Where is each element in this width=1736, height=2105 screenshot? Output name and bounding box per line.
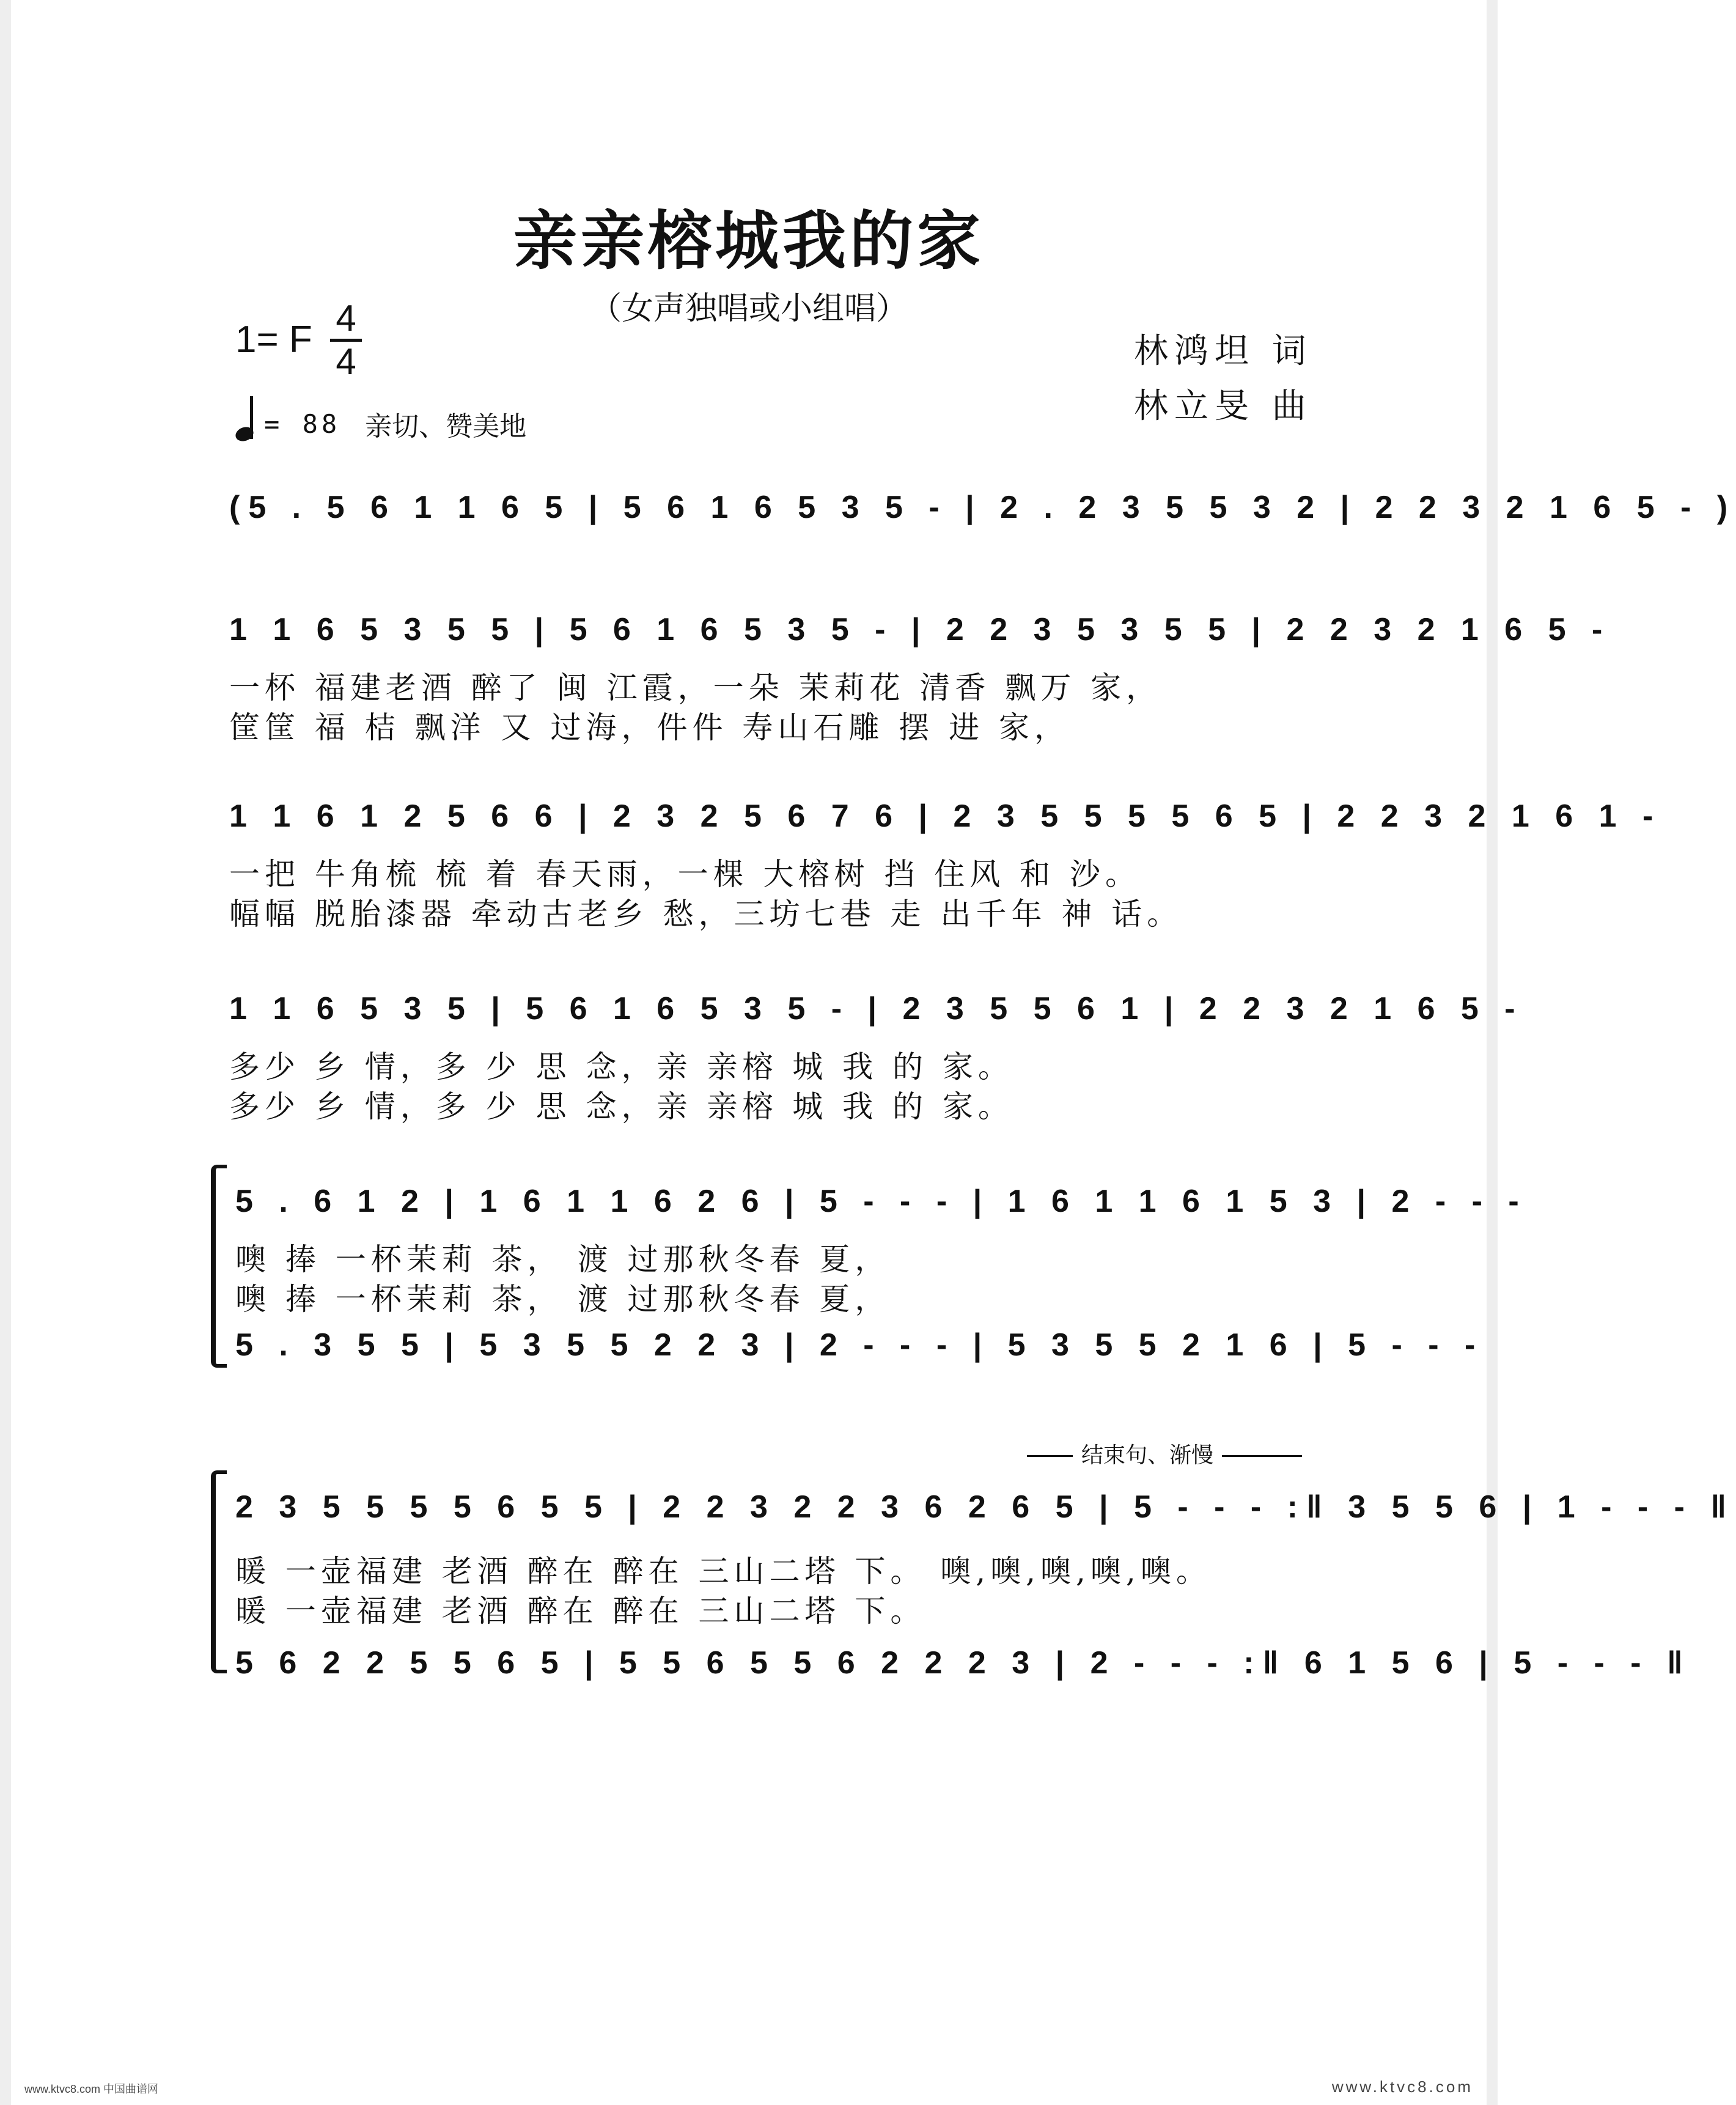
intro-notes: (5 . 5 6 1 1 6 5 | 5 6 1 6 5 3 5 - | 2 . 2 3 5 5 3 2 | 2 2 3 2 1 6 5 - ) [229,490,1736,525]
part-bracket [211,1165,227,1368]
tempo-value: = 88 [264,408,341,439]
tempo-marking [235,396,526,451]
chorus-lyric-2: 噢 捧 一杯茉莉 茶， 渡 过那秋冬春 夏， [235,1281,891,1317]
time-signature-bottom: 4 [336,341,356,382]
verse-line-2-lyric-2: 幅幅 脱胎漆器 牵动古老乡 愁，三坊七巷 走 出千年 神 话。 [229,896,1183,932]
composer-credit: 林立旻 曲 [1134,386,1312,426]
verse-line-2-notes: 1 1 6 1 2 5 6 6 | 2 3 2 5 6 7 6 | 2 3 5 5 5 5 6 5 | 2 2 3 2 1 6 1 - [229,798,1662,834]
coda-lyric-2: 暖 一壶福建 老酒 醉在 醉在 三山二塔 下。 [235,1593,926,1629]
coda-upper-notes: 2 3 5 5 5 5 6 5 5 | 2 2 3 2 2 3 6 2 6 5 | 5 - - - :‖ 3 5 5 6 | 1 - - - ‖ [235,1489,1735,1525]
key-signature: 1= F [235,319,312,361]
time-signature-top: 4 [336,298,356,339]
footer-watermark: www.ktvc8.com [1331,2077,1473,2096]
verse-line-3-notes: 1 1 6 5 3 5 | 5 6 1 6 5 3 5 - | 2 3 5 5 6 1 | 2 2 3 2 1 6 5 - [229,991,1524,1027]
page-title: 亲亲榕城我的家 [513,203,984,278]
verse-line-2-lyric-1: 一把 牛角梳 梳 着 春天雨，一棵 大榕树 挡 住风 和 沙。 [229,857,1141,892]
footer-source: www.ktvc8.com 中国曲谱网 [24,2083,159,2095]
verse-line-1-lyric-2: 筐筐 福 桔 飘洋 又 过海，件件 寿山石雕 摆 进 家， [229,710,1070,745]
chorus-lower-notes: 5 . 3 5 5 | 5 3 5 5 2 2 3 | 2 - - - | 5 3 5 5 2 1 6 | 5 - - - [235,1327,1484,1363]
chorus-upper-notes: 5 . 6 1 2 | 1 6 1 1 6 2 6 | 5 - - - | 1 6 1 1 6 1 5 3 | 2 - - - [235,1184,1528,1219]
part-bracket-2 [211,1470,227,1673]
verse-line-1-lyric-1: 一杯 福建老酒 醉了 闽 江霞，一朵 茉莉花 清香 飘万 家， [229,670,1162,706]
chorus-lyric-1: 噢 捧 一杯茉莉 茶， 渡 过那秋冬春 夏， [235,1242,891,1277]
expression-text: 亲切、赞美地 [365,411,527,442]
verse-line-3-lyric-2: 多少 乡 情，多 少 思 念，亲 亲榕 城 我 的 家。 [229,1089,1013,1124]
verse-line-3-lyric-1: 多少 乡 情，多 少 思 念，亲 亲榕 城 我 的 家。 [229,1049,1013,1085]
time-signature [330,300,362,381]
verse-line-1-notes: 1 1 6 5 3 5 5 | 5 6 1 6 5 3 5 - | 2 2 3 5 3 5 5 | 2 2 3 2 1 6 5 - [229,612,1611,647]
coda-lyric-1: 暖 一壶福建 老酒 醉在 醉在 三山二塔 下。 噢,噢,噢,噢,噢。 [235,1554,1212,1589]
page-subtitle: （女声独唱或小组唱） [589,290,908,327]
ending-label: 结束句、渐慢 [1073,1438,1222,1469]
coda-lower-notes: 5 6 2 2 5 5 6 5 | 5 5 6 5 5 6 2 2 2 3 | 2 - - - :‖ 6 1 5 6 | 5 - - - ‖ [235,1645,1691,1681]
lyricist-credit: 林鸿坦 词 [1134,331,1312,371]
